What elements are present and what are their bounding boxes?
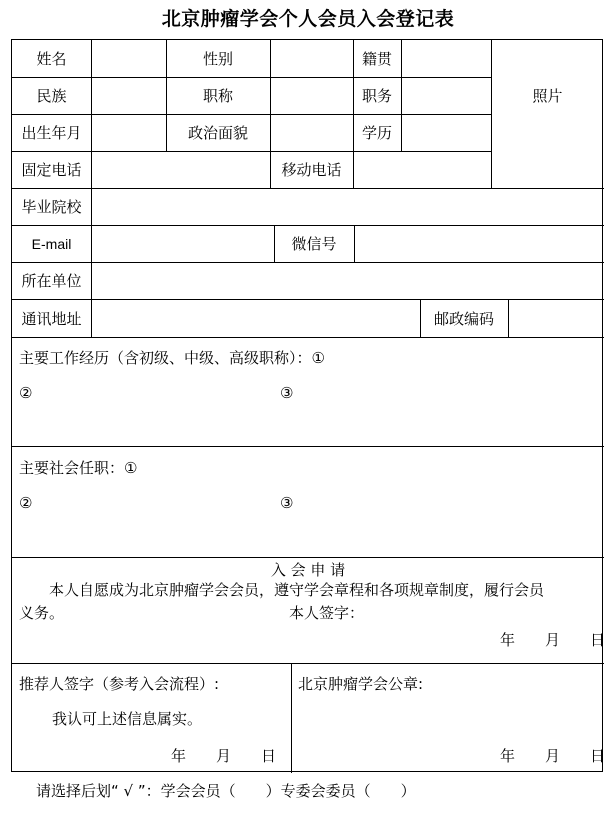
political-label: 政治面貌 (187, 124, 248, 142)
postcode-label: 邮政编码 (433, 309, 494, 328)
native-label: 籍贯 (361, 50, 392, 68)
title-label: 职称 (202, 87, 233, 105)
mobile-field[interactable] (353, 151, 491, 188)
wechat-field[interactable] (354, 225, 604, 262)
gender-field[interactable] (270, 40, 353, 77)
address-field[interactable] (91, 299, 420, 337)
photo-label: 照片 (532, 87, 563, 105)
seal-date: 年 月 日 (500, 747, 606, 765)
email-label: E-mail (31, 235, 72, 252)
education-field[interactable] (401, 114, 491, 151)
application-body-line2: 义务。 (19, 604, 65, 622)
phone-field[interactable] (91, 151, 270, 188)
unit-label: 所在单位 (21, 272, 82, 290)
email-field[interactable] (91, 225, 274, 262)
membership-type-note: 请选择后划“ √ ”：学会会员（ ）专委会委员（ ） (36, 782, 416, 800)
application-heading: 入 会 申 请 (270, 561, 346, 579)
application-date: 年 月 日 (500, 631, 606, 649)
work-history-item-3: ③ (280, 384, 294, 402)
recommender-signature-label: 推荐人签字（参考入会流程）: (19, 675, 220, 693)
name-field[interactable] (91, 40, 166, 77)
address-label: 通讯地址 (21, 309, 82, 328)
recommend-date: 年 月 日 (171, 747, 277, 765)
school-field[interactable] (91, 188, 604, 225)
ethnic-label: 民族 (36, 87, 67, 105)
unit-field[interactable] (91, 262, 604, 299)
work-history-heading: 主要工作经历（含初级、中级、高级职称）：① (19, 349, 325, 367)
form-title: 北京肿瘤学会个人会员入会登记表 (161, 8, 455, 30)
school-label: 毕业院校 (21, 198, 82, 216)
duty-label: 职务 (361, 87, 392, 105)
application-body-line1: 本人自愿成为北京肿瘤学会会员，遵守学会章程和各项规章制度，履行会员 (49, 581, 545, 599)
title-field[interactable] (270, 77, 353, 114)
duty-field[interactable] (401, 77, 491, 114)
society-seal-label: 北京肿瘤学会公章: (298, 675, 424, 693)
social-positions-item-3: ③ (280, 494, 294, 512)
birth-field[interactable] (91, 114, 166, 151)
applicant-signature-label: 本人签字： (289, 604, 365, 622)
name-label: 姓名 (36, 50, 67, 68)
postcode-field[interactable] (508, 299, 604, 337)
ethnic-field[interactable] (91, 77, 166, 114)
recommender-confirm-text: 我认可上述信息属实。 (52, 710, 203, 728)
social-positions-heading: 主要社会任职：① (19, 459, 138, 477)
birth-label: 出生年月 (21, 124, 82, 142)
gender-label: 性别 (202, 50, 233, 68)
wechat-label: 微信号 (291, 235, 337, 253)
phone-label: 固定电话 (21, 161, 82, 179)
native-field[interactable] (401, 40, 491, 77)
registration-form (11, 39, 606, 772)
work-history-item-2: ② (19, 384, 33, 402)
education-label: 学历 (361, 124, 392, 142)
social-positions-item-2: ② (19, 494, 33, 512)
political-field[interactable] (270, 114, 353, 151)
mobile-label: 移动电话 (281, 161, 342, 179)
